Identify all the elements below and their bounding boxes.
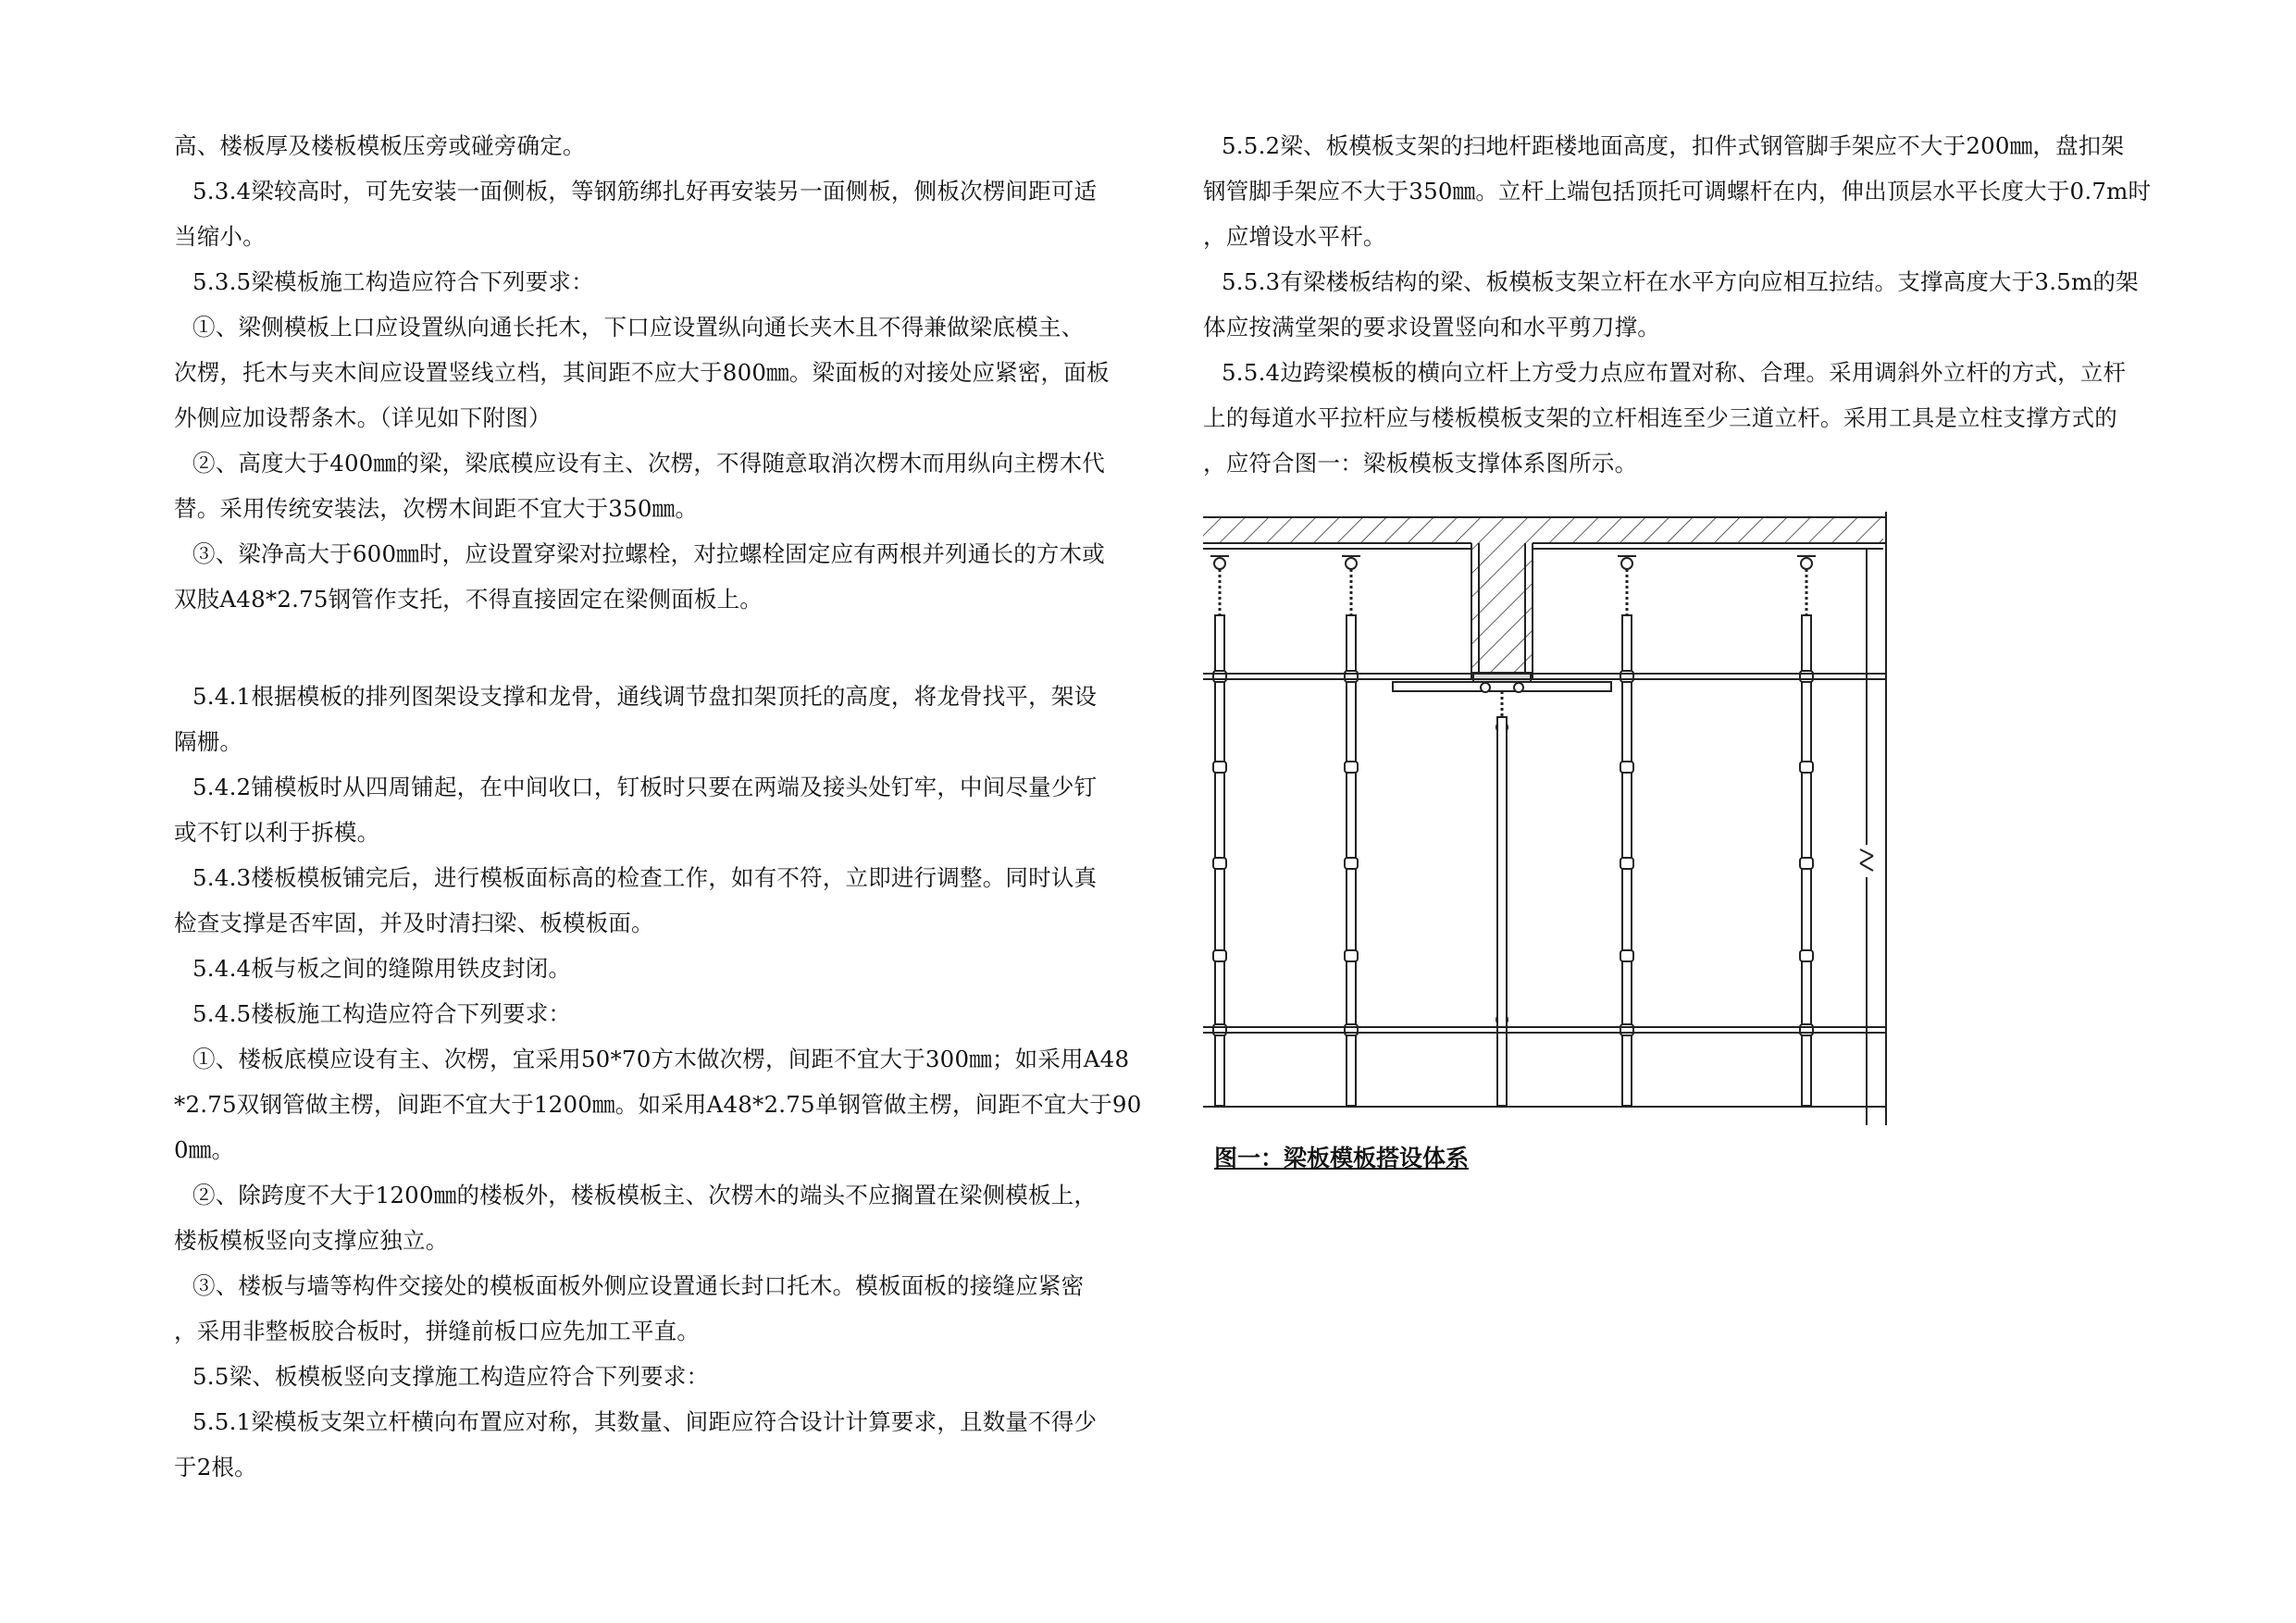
text-line: 5.5.1梁模板支架立杆横向布置应对称，其数量、间距应符合设计计算要求，且数量不得少 [192,1408,1098,1435]
text-line: 或不钉以利于拆模。 [174,819,380,846]
text-line: 0㎜。 [174,1136,235,1163]
text-line: ，应增设水平杆。 [1203,223,1386,250]
beam-ledger [1393,682,1611,691]
text-line: 5.4.3楼板模板铺完后，进行模板面标高的检查工作，如有不符，立即进行调整。同时认真 [192,864,1098,891]
ring-node [1345,762,1358,773]
ring-node [1213,762,1226,773]
ring-node [1213,858,1226,869]
ring-node [1345,858,1358,869]
text-line: *2.75双钢管做主楞，间距不宜大于1200㎜。如采用A48*2.75单钢管做主楞，间距不宜大于90 [174,1091,1142,1118]
text-line: 于2根。 [174,1454,257,1481]
wall-break-mark [1860,863,1873,871]
text-line: 5.4.4板与板之间的缝隙用铁皮封闭。 [192,955,572,982]
ring-node [1620,1024,1633,1035]
text-line: 5.3.4梁较高时，可先安装一面侧板，等钢筋绑扎好再安装另一面侧板，侧板次楞间距可适 [192,178,1098,204]
text-line: 楼板模板竖向支撑应独立。 [174,1227,449,1254]
text-line: 5.5.2梁、板模板支架的扫地杆距楼地面高度，扣件式钢管脚手架应不大于200㎜，盘扣架 [1222,132,2125,159]
ring-node [1800,671,1813,682]
ring-node [1345,671,1358,682]
text-line: 高、楼板厚及楼板模板压旁或碰旁确定。 [174,132,586,159]
text-line: 5.3.5梁模板施工构造应符合下列要求： [192,268,594,295]
text-line: 5.5.4边跨梁模板的横向立杆上方受力点应布置对称、合理。采用调斜外立杆的方式，立杆 [1222,359,2127,386]
ring-node [1800,950,1813,961]
text-line: 体应按满堂架的要求设置竖向和水平剪刀撑。 [1203,314,1660,341]
text-line: ①、梁侧模板上口应设置纵向通长托木，下口应设置纵向通长夹木且不得兼做梁底模主、 [192,314,1085,341]
ring-node [1213,950,1226,961]
ring-node [1800,1024,1813,1035]
text-line: 5.5梁、板模板竖向支撑施工构造应符合下列要求： [192,1363,710,1390]
text-line: 隔栅。 [174,728,243,755]
ring-node [1620,858,1633,869]
text-line: 双肢A48*2.75钢管作支托，不得直接固定在梁侧面板上。 [174,586,763,613]
text-line: 替。采用传统安装法，次楞木间距不宜大于350㎜。 [174,495,699,522]
text-line: 5.4.5楼板施工构造应符合下列要求： [192,1000,572,1027]
connector [1481,683,1490,692]
figure-caption: 图一：梁板模板搭设体系 [1214,1145,1470,1171]
top-nut [1801,558,1812,569]
text-line: 5.4.1根据模板的排列图架设支撑和龙骨，通线调节盘扣架顶托的高度，将龙骨找平，架设 [192,683,1098,710]
scaffold-post [1497,717,1507,1106]
ring-node [1345,1024,1358,1035]
text-line: 外侧应加设帮条木。（详见如下附图） [174,404,552,431]
text-line: 上的每道水平拉杆应与楼板模板支架的立杆相连至少三道立杆。采用工具是立柱支撑方式的 [1203,404,2117,431]
wall-break-mark [1860,856,1873,863]
text-line: 次楞，托木与夹木间应设置竖线立档，其间距不应大于800㎜。梁面板的对接处应紧密，面板 [174,359,1110,386]
ring-node [1620,950,1633,961]
text-line: 5.4.2铺模板时从四周铺起，在中间收口，钉板时只要在两端及接头处钉牢，中间尽量少钉 [192,774,1098,800]
beam-hatch [1471,543,1533,677]
drawing-canvas [1203,512,1906,1127]
text-line: ①、楼板底模应设有主、次楞，宜采用50*70方木做次楞，间距不宜大于300㎜；如采用A48 [192,1046,1130,1072]
top-nut [1214,558,1225,569]
ring-node [1620,671,1633,682]
text-line: ②、除跨度不大于1200㎜的楼板外，楼板模板主、次楞木的端头不应搁置在梁侧模板上， [192,1182,1098,1208]
top-nut [1346,558,1357,569]
connector [1514,683,1523,692]
text-line: ，应符合图一：梁板模板支撑体系图所示。 [1203,450,1638,477]
text-line: ③、梁净高大于600㎜时，应设置穿梁对拉螺栓，对拉螺栓固定应有两根并列通长的方木或 [192,540,1105,567]
ring-node [1213,1024,1226,1035]
text-line: 钢管脚手架应不大于350㎜。立杆上端包括顶托可调螺杆在内，伸出顶层水平长度大于0.7m时 [1203,178,2152,204]
ring-node [1620,762,1633,773]
text-line: 当缩小。 [174,223,266,250]
formwork-support-drawing [1203,512,1906,1127]
ring-node [1213,671,1226,682]
ring-node [1800,858,1813,869]
wall-break-mark [1860,849,1873,856]
top-nut [1621,558,1632,569]
ring-node [1800,762,1813,773]
text-line: 检查支撑是否牢固，并及时清扫梁、板模板面。 [174,910,654,936]
text-line: 5.5.3有梁楼板结构的梁、板模板支架立杆在水平方向应相互拉结。支撑高度大于3.5m的架 [1222,268,2139,295]
ring-node [1345,950,1358,961]
slab-hatch [1203,517,1883,543]
text-line: ②、高度大于400㎜的梁，梁底模应设有主、次楞，不得随意取消次楞木而用纵向主楞木代 [192,450,1105,477]
text-line: ，采用非整板胶合板时，拼缝前板口应先加工平直。 [174,1318,701,1344]
text-line: ③、楼板与墙等构件交接处的模板面板外侧应设置通长封口托木。模板面板的接缝应紧密 [192,1272,1085,1299]
